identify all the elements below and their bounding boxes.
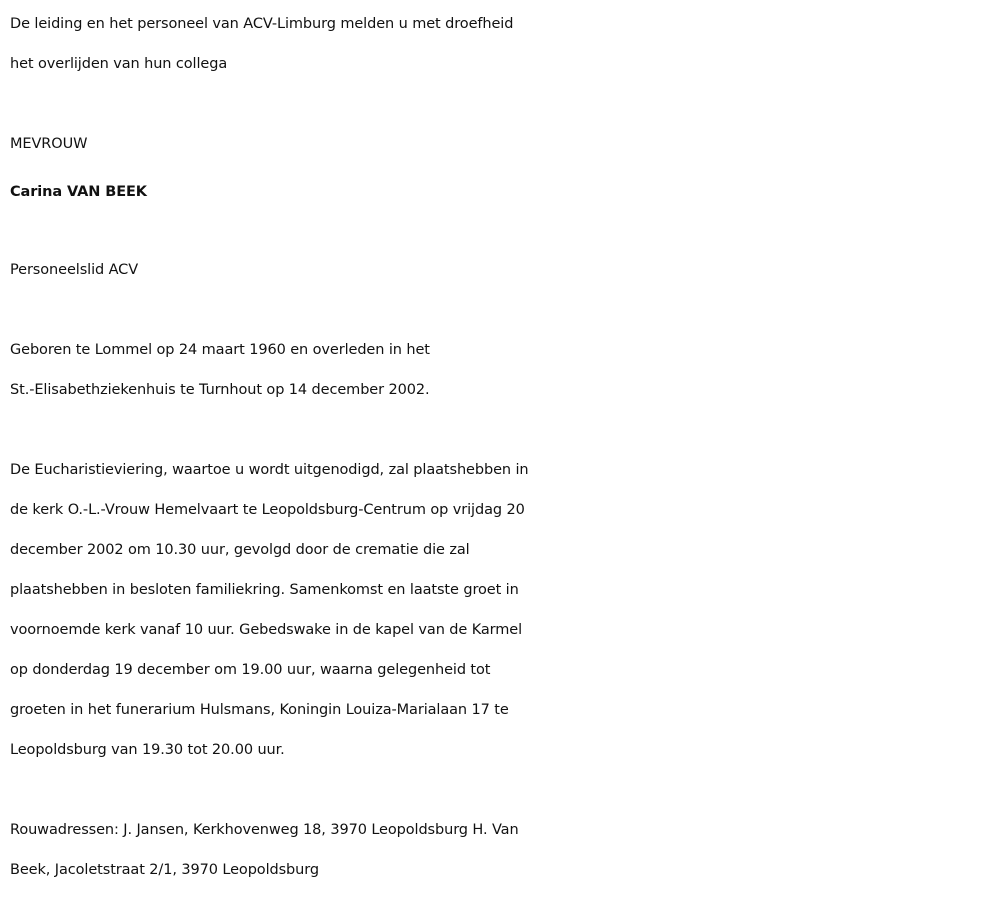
- ceremony-line-3: december 2002 om 10.30 uur, gevolgd door de crematie die zal: [10, 542, 470, 558]
- spacer: [10, 410, 995, 450]
- ceremony-line-5: voornoemde kerk vanaf 10 uur. Gebedswake in de kapel van de Karmel: [10, 622, 523, 638]
- ceremony-line-4: plaatshebben in besloten familiekring. Samenkomst en laatste groet in: [10, 582, 519, 598]
- spacer: [10, 212, 995, 250]
- role-line: Personeelslid ACV: [10, 262, 139, 278]
- spacer: [10, 84, 995, 124]
- spacer: [10, 770, 995, 810]
- deceased-name: Carina VAN BEEK: [10, 184, 147, 200]
- addresses-line-1: Rouwadressen: J. Jansen, Kerkhovenweg 18, 3970 Leopoldsburg H. Van: [10, 822, 519, 838]
- ceremony-line-1: De Eucharistieviering, waartoe u wordt uitgenodigd, zal plaatshebben in: [10, 462, 529, 478]
- birth-death-line-2: St.-Elisabethziekenhuis te Turnhout op 14 december 2002.: [10, 382, 430, 398]
- addresses-line-2: Beek, Jacoletstraat 2/1, 3970 Leopoldsburg: [10, 862, 319, 878]
- intro-line-2: het overlijden van hun collega: [10, 56, 228, 72]
- intro-line-1: De leiding en het personeel van ACV-Limburg melden u met droefheid: [10, 16, 514, 32]
- ceremony-line-6: op donderdag 19 december om 19.00 uur, waarna gelegenheid tot: [10, 662, 491, 678]
- spacer: [10, 290, 995, 330]
- birth-death-line-1: Geboren te Lommel op 24 maart 1960 en overleden in het: [10, 342, 430, 358]
- ceremony-line-2: de kerk O.-L.-Vrouw Hemelvaart te Leopoldsburg-Centrum op vrijdag 20: [10, 502, 525, 518]
- ceremony-line-8: Leopoldsburg van 19.30 tot 20.00 uur.: [10, 742, 285, 758]
- deceased-title: MEVROUW: [10, 136, 88, 152]
- ceremony-line-7: groeten in het funerarium Hulsmans, Koningin Louiza-Marialaan 17 te: [10, 702, 509, 718]
- obituary-notice: [10, 4, 995, 890]
